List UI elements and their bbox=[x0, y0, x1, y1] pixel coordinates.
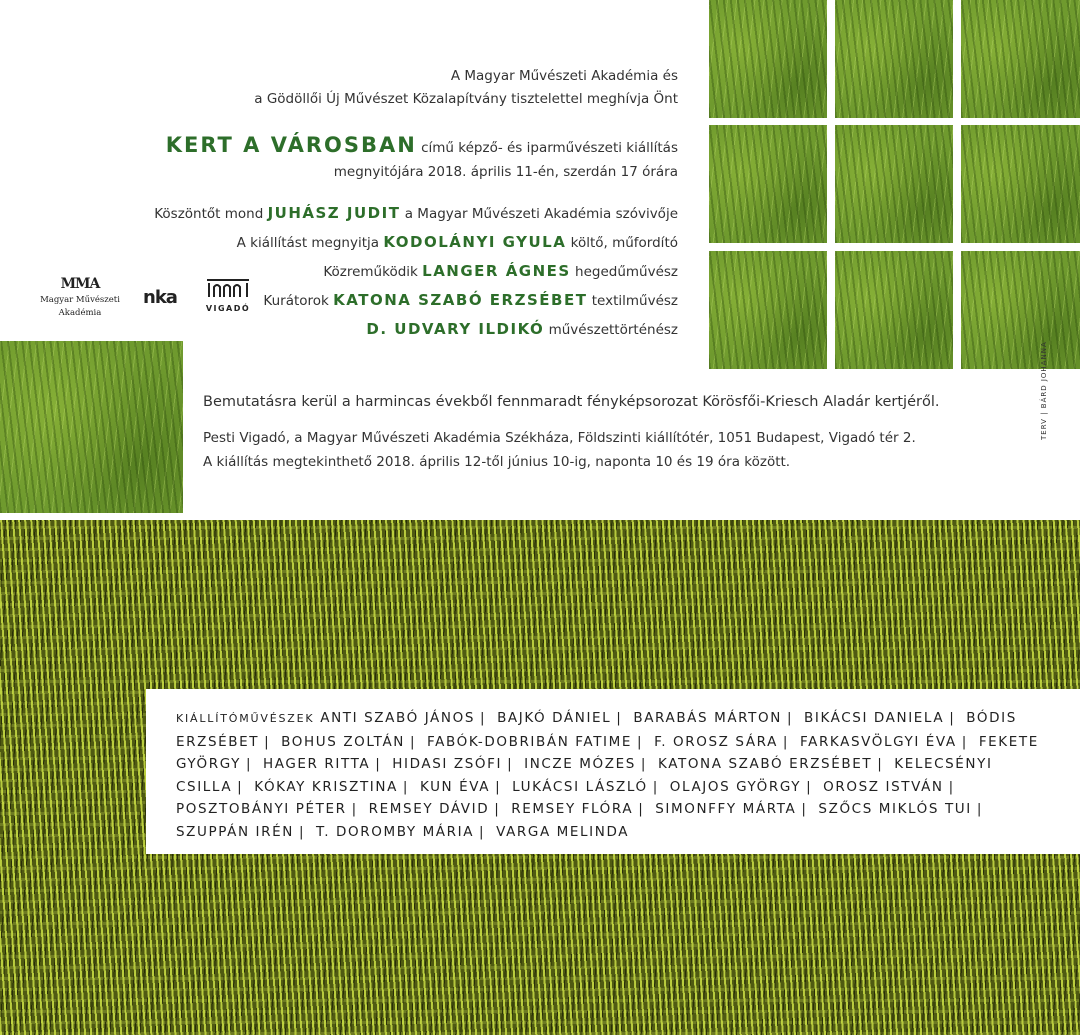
speaker-title: a Magyar Művészeti Akadémia szóvivője bbox=[400, 206, 678, 222]
grass-photo-1 bbox=[709, 0, 827, 118]
artist-separator: | bbox=[786, 710, 794, 726]
artist-name: KÓKAY KRISZTINA bbox=[254, 778, 398, 795]
speaker-name: D. UDVARY ILDIKÓ bbox=[366, 320, 545, 338]
artist-separator: | bbox=[494, 801, 501, 818]
artist-separator: | bbox=[640, 756, 648, 773]
speaker-line-4 bbox=[263, 291, 678, 309]
artist-name: FEKETE GYÖRGY bbox=[176, 733, 1039, 773]
speaker-name: KATONA SZABÓ ERZSÉBET bbox=[333, 291, 588, 309]
artist-name: VARGA MELINDA bbox=[496, 823, 630, 840]
speaker-title: művészettörténész bbox=[544, 322, 678, 338]
artists-lead: KIÁLLÍTÓMŰVÉSZEK bbox=[176, 712, 315, 725]
dates-line: A kiállítás megtekinthető 2018. április 12-től június 10-ig, naponta 10 és 19 óra között. bbox=[203, 454, 791, 470]
grass-photo-2 bbox=[835, 0, 953, 118]
vigado-logo-text: VIGADÓ bbox=[205, 304, 251, 313]
artist-separator: | bbox=[409, 733, 417, 750]
artists-panel bbox=[146, 689, 1080, 854]
speaker-name: KODOLÁNYI GYULA bbox=[383, 233, 567, 251]
artist-name: OLAJOS GYÖRGY bbox=[669, 778, 802, 795]
artist-separator: | bbox=[948, 778, 955, 795]
grass-photo-6 bbox=[961, 125, 1080, 243]
artist-separator: | bbox=[801, 801, 808, 818]
grass-photo-4 bbox=[709, 125, 827, 243]
artist-name: HIDASI ZSÓFI bbox=[392, 756, 503, 773]
artist-name: KUN ÉVA bbox=[419, 778, 491, 795]
artist-separator: | bbox=[264, 733, 271, 750]
vigado-logo bbox=[205, 277, 251, 313]
artist-separator: | bbox=[637, 733, 644, 750]
grass-photo-9 bbox=[961, 251, 1080, 369]
artist-name: BARABÁS MÁRTON bbox=[633, 710, 782, 726]
speaker-title: költő, műfordító bbox=[566, 235, 678, 251]
mma-logo-mark: MMA bbox=[60, 276, 100, 292]
artist-separator: | bbox=[961, 733, 968, 750]
grass-photo-7 bbox=[709, 251, 827, 369]
venue-line: Pesti Vigadó, a Magyar Művészeti Akadémia Székháza, Földszinti kiállítótér, 1051 Budapest, Vigadó tér 2. bbox=[203, 430, 916, 446]
photo-series-line: Bemutatásra kerül a harmincas évekből fennmaradt fényképsorozat Körösfői-Kriesch Aladár kertjéről. bbox=[203, 394, 940, 410]
artist-name: BÓDIS ERZSÉBET bbox=[176, 710, 1017, 750]
artist-separator: | bbox=[298, 823, 306, 840]
artist-separator: | bbox=[638, 801, 645, 818]
speaker-line-5 bbox=[366, 320, 678, 338]
artist-separator: | bbox=[479, 823, 486, 840]
artist-separator: | bbox=[782, 733, 790, 750]
speaker-title: textilművész bbox=[587, 293, 678, 309]
artist-separator: | bbox=[877, 756, 884, 773]
exhibition-title: KERT A VÁROSBAN bbox=[165, 133, 417, 157]
artist-name: KELECSÉNYI CSILLA bbox=[176, 756, 993, 795]
artist-name: T. DOROMBY MÁRIA bbox=[316, 823, 475, 840]
invite-line-1: A Magyar Művészeti Akadémia és bbox=[450, 68, 678, 84]
artist-name: SZŐCS MIKLÓS TUI bbox=[818, 801, 972, 818]
invite-line-2: a Gödöllői Új Művészet Közalapítvány tisztelettel meghívja Önt bbox=[254, 91, 678, 107]
artist-name: BAJKÓ DÁNIEL bbox=[497, 710, 612, 726]
artist-name: SZUPPÁN IRÉN bbox=[176, 823, 294, 840]
artist-name: F. OROSZ SÁRA bbox=[654, 733, 778, 750]
speaker-role: A kiállítást megnyitja bbox=[236, 235, 384, 251]
artist-separator: | bbox=[507, 756, 514, 773]
artist-separator: | bbox=[375, 756, 382, 773]
speaker-role: Köszöntőt mond bbox=[154, 206, 268, 222]
artist-name: FABÓK-DOBRIBÁN FATIME bbox=[427, 733, 633, 750]
artists-list bbox=[176, 707, 1056, 844]
artist-separator: | bbox=[976, 801, 984, 818]
artist-name: FARKASVÖLGYI ÉVA bbox=[799, 733, 957, 750]
artist-separator: | bbox=[237, 778, 244, 795]
artist-separator: | bbox=[806, 778, 813, 795]
mma-logo-line-1: Magyar Művészeti bbox=[40, 295, 120, 305]
artist-separator: | bbox=[480, 710, 487, 726]
speaker-line-1 bbox=[154, 204, 678, 222]
speaker-line-3 bbox=[323, 262, 678, 280]
grass-photo-3 bbox=[961, 0, 1080, 118]
artist-separator: | bbox=[402, 778, 410, 795]
artist-name: OROSZ ISTVÁN bbox=[823, 778, 944, 795]
nka-logo: nka bbox=[143, 287, 177, 308]
vigado-building-icon bbox=[206, 277, 250, 299]
artist-name: SIMONFFY MÁRTA bbox=[655, 801, 797, 818]
opening-line: megnyitójára 2018. április 11-én, szerdán 17 órára bbox=[333, 164, 678, 180]
speaker-name: LANGER ÁGNES bbox=[422, 262, 571, 280]
artist-name: POSZTOBÁNYI PÉTER bbox=[176, 801, 347, 818]
artist-separator: | bbox=[616, 710, 623, 726]
speaker-role: Kurátorok bbox=[263, 293, 334, 309]
artist-name: KATONA SZABÓ ERZSÉBET bbox=[657, 756, 873, 773]
grass-photo-8 bbox=[835, 251, 953, 369]
artist-name: ANTI SZABÓ JÁNOS bbox=[320, 710, 475, 726]
grass-photo-5 bbox=[835, 125, 953, 243]
artist-separator: | bbox=[495, 778, 502, 795]
speaker-line-2 bbox=[237, 233, 678, 251]
mma-logo bbox=[40, 276, 120, 318]
artist-separator: | bbox=[652, 778, 659, 795]
artist-separator: | bbox=[245, 756, 253, 773]
artist-name: INCZE MÓZES bbox=[524, 756, 636, 773]
design-credit: TERV | BÁRD JOHANNA bbox=[1040, 341, 1048, 440]
artist-separator: | bbox=[351, 801, 358, 818]
mma-logo-line-2: Akadémia bbox=[58, 308, 102, 318]
artist-name: REMSEY DÁVID bbox=[368, 801, 490, 818]
artist-name: REMSEY FLÓRA bbox=[511, 801, 634, 818]
speaker-name: JUHÁSZ JUDIT bbox=[267, 204, 401, 222]
speaker-title: hegedűművész bbox=[570, 264, 678, 280]
exhibition-title-suffix: című képző- és iparművészeti kiállítás bbox=[416, 140, 678, 156]
grass-photo-left bbox=[0, 341, 183, 513]
artist-name: LUKÁCSI LÁSZLÓ bbox=[512, 778, 648, 795]
artist-name: HAGER RITTA bbox=[263, 756, 371, 773]
artist-separator: | bbox=[949, 710, 956, 726]
artist-name: BIKÁCSI DANIELA bbox=[804, 710, 945, 726]
speaker-role: Közreműködik bbox=[323, 264, 423, 280]
invite-title-line bbox=[166, 133, 678, 157]
artist-name: BOHUS ZOLTÁN bbox=[281, 733, 405, 750]
